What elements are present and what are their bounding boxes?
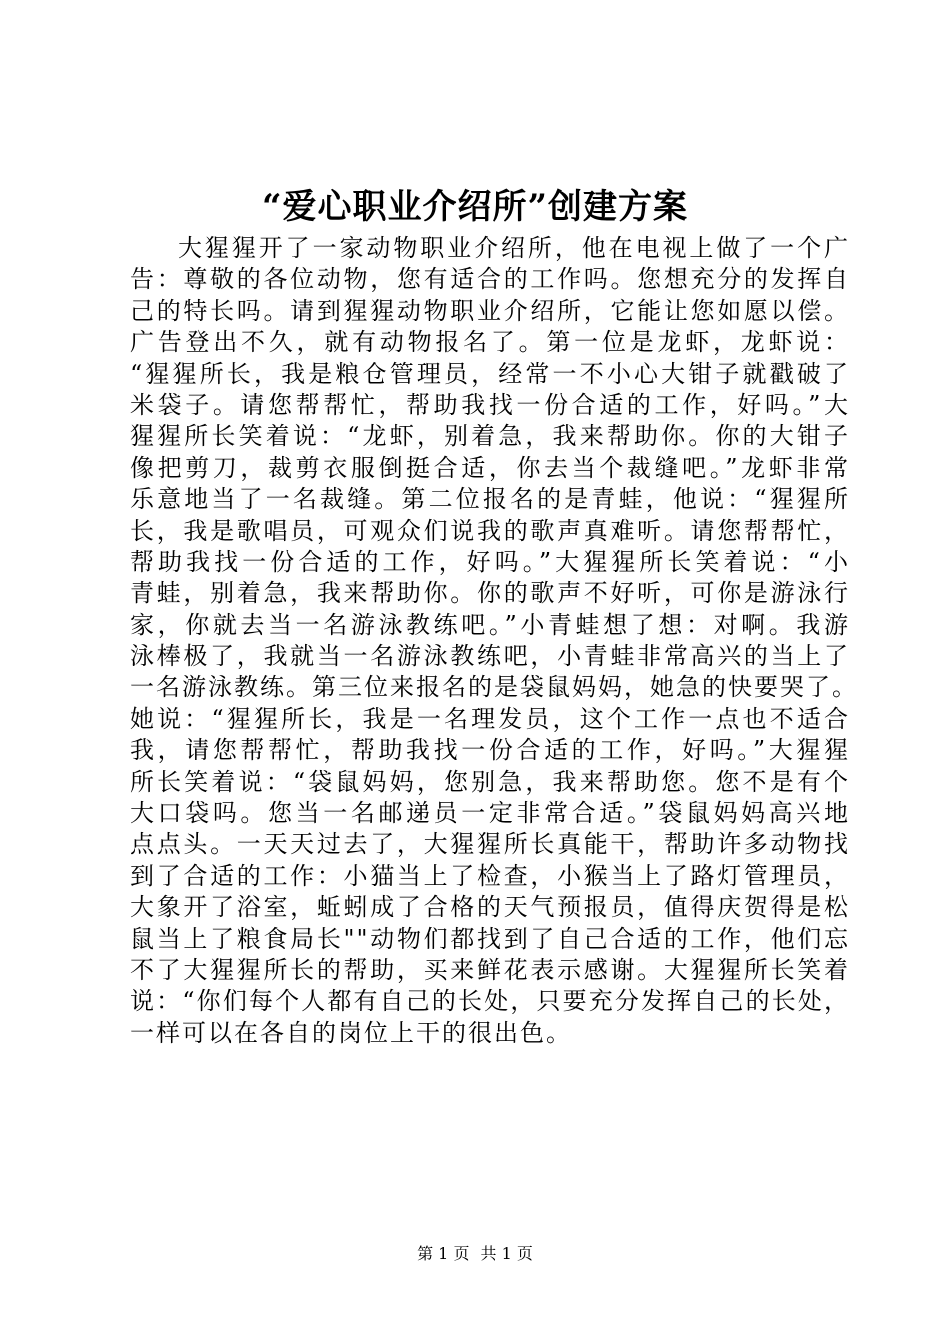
body-line: 青蛙，别着急，我来帮助你。你的歌声不好听，可你是游泳行: [130, 579, 850, 608]
body-line: 家，你就去当一名游泳教练吧。”小青蛙想了想：对啊。我游: [130, 610, 850, 639]
document-title: “爱心职业介绍所”创建方案: [261, 187, 689, 227]
body-line: 乐意地当了一名裁缝。第二位报名的是青蛙，他说：“猩猩所: [130, 485, 850, 514]
body-line: 己的特长吗。请到猩猩动物职业介绍所，它能让您如愿以偿。: [130, 296, 850, 325]
body-line: 不了大猩猩所长的帮助，买来鲜花表示感谢。大猩猩所长笑着: [130, 955, 850, 984]
body-line: 大猩猩开了一家动物职业介绍所，他在电视上做了一个广: [178, 234, 850, 262]
body-line: 猩猩所长笑着说：“龙虾，别着急，我来帮助你。你的大钳子: [130, 422, 850, 451]
body-line: 我，请您帮帮忙，帮助我找一份合适的工作，好吗。”大猩猩: [130, 736, 850, 765]
body-line: 一样可以在各自的岗位上干的很出色。: [130, 1018, 572, 1047]
body-line: 一名游泳教练。第三位来报名的是袋鼠妈妈，她急的快要哭了。: [130, 673, 858, 702]
page-total: 共 1 页: [480, 1244, 533, 1263]
body-line: 大象开了浴室，蚯蚓成了合格的天气预报员，值得庆贺得是松: [130, 893, 850, 922]
body-line: 到了合适的工作：小猫当上了检查，小猴当上了路灯管理员，: [130, 861, 850, 890]
body-line: “猩猩所长，我是粮仓管理员，经常一不小心大钳子就戳破了: [130, 359, 850, 388]
body-line: 告：尊敬的各位动物，您有适合的工作吗。您想充分的发挥自: [130, 265, 850, 294]
body-line: 所长笑着说：“袋鼠妈妈，您别急，我来帮助您。您不是有个: [130, 767, 850, 796]
page-number: 第 1 页: [417, 1244, 470, 1263]
document-body: [130, 233, 858, 1049]
body-line: 广告登出不久，就有动物报名了。第一位是龙虾，龙虾说：: [130, 328, 850, 357]
body-line: 点点头。一天天过去了，大猩猩所长真能干，帮助许多动物找: [130, 830, 850, 859]
body-line: 泳棒极了，我就当一名游泳教练吧，小青蛙非常高兴的当上了: [130, 642, 850, 671]
body-line: 鼠当上了粮食局长""动物们都找到了自己合适的工作，他们忘: [130, 924, 850, 953]
body-line: 像把剪刀，裁剪衣服倒挺合适，你去当个裁缝吧。”龙虾非常: [130, 453, 850, 482]
body-line: 说：“你们每个人都有自己的长处，只要充分发挥自己的长处，: [130, 987, 850, 1016]
body-line: 大口袋吗。您当一名邮递员一定非常合适。”袋鼠妈妈高兴地: [130, 799, 850, 828]
body-line: 她说：“猩猩所长，我是一名理发员，这个工作一点也不适合: [130, 704, 850, 733]
body-line: 长，我是歌唱员，可观众们说我的歌声真难听。请您帮帮忙，: [130, 516, 850, 545]
body-line: 米袋子。请您帮帮忙，帮助我找一份合适的工作，好吗。”大: [130, 390, 850, 419]
page-footer: [0, 1243, 950, 1265]
body-line: 帮助我找一份合适的工作，好吗。”大猩猩所长笑着说：“小: [130, 547, 850, 576]
